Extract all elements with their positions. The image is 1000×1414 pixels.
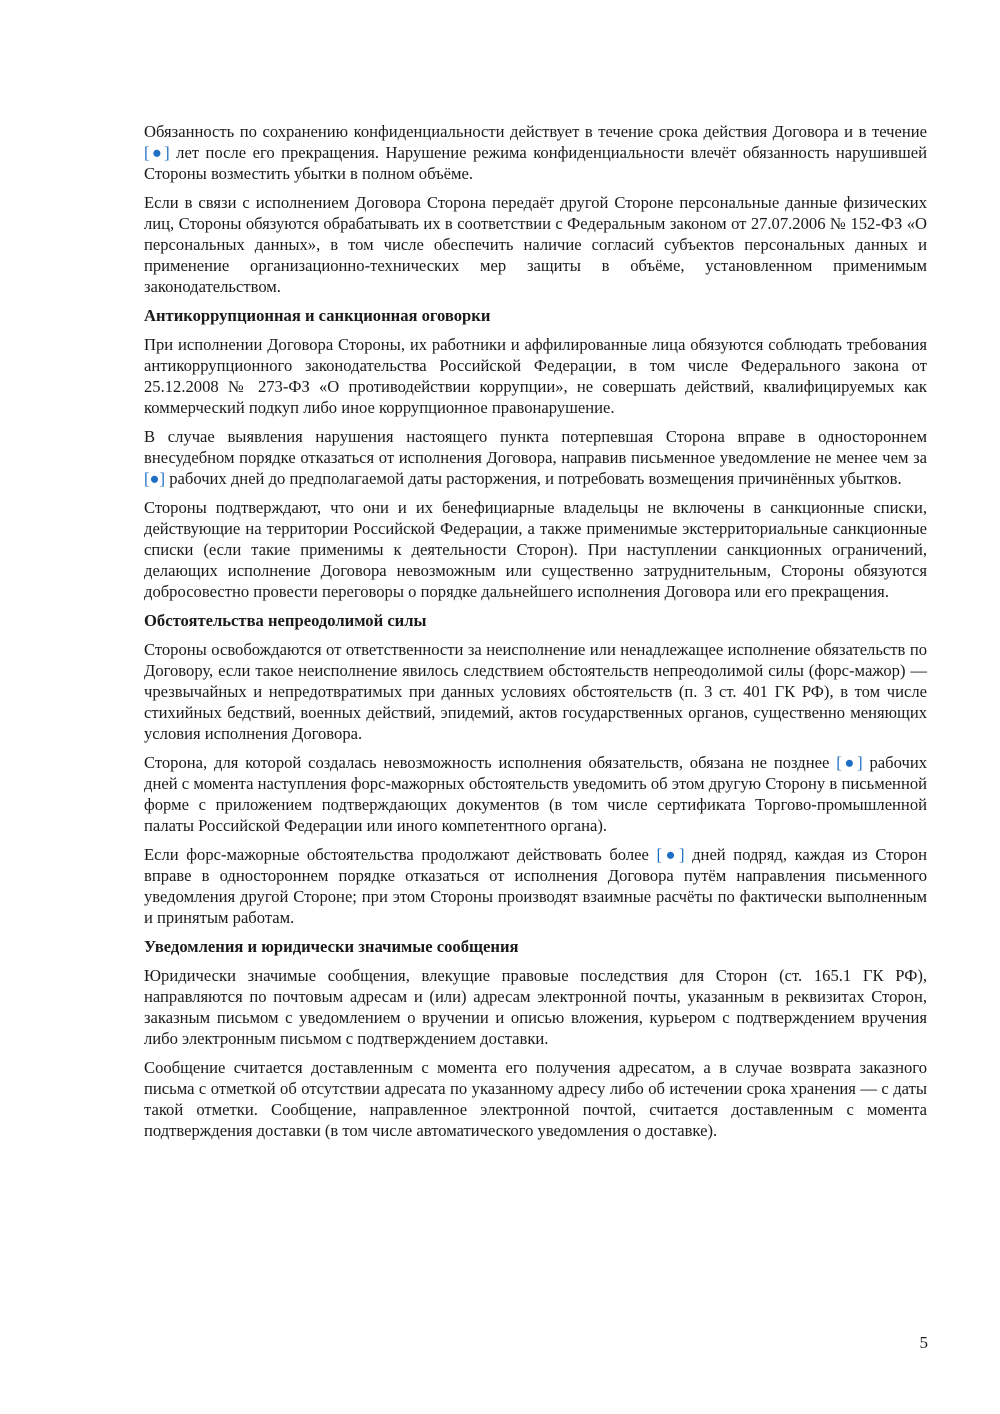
placeholder-marker[interactable]: [●]: [144, 469, 166, 488]
page-number: 5: [919, 1333, 928, 1352]
heading-anticorruption: Антикоррупционная и санкционная оговорки: [144, 306, 491, 325]
paragraph-personal-data: Если в связи с исполнением Договора Сторона передаёт другой Стороне персональные данные физических лиц, Стороны обязуются обрабатывать их в соответствии с Федеральным законом от 27.07.2006 № 152-ФЗ «О персональных данных», в том числе обеспечить наличие согласий субъектов персональных данных и применение организационно-технических мер защиты в объёме, установленном применимым законодательством.: [144, 193, 927, 296]
paragraph-sanctions: Стороны подтверждают, что они и их бенефициарные владельцы не включены в санкционные списки, действующие на территории Российской Федерации, а также применимые экстерриториальные санкционные списки (если такие применимы к деятельности Сторон). При наступлении санкционных ограничений, делающих исполнение Договора невозможным или существенно затруднительным, Стороны обязуются добросовестно провести переговоры о порядке дальнейшего исполнения Договора или его прекращения.: [144, 498, 927, 601]
paragraph-anticorruption-termination: В случае выявления нарушения настоящего пункта потерпевшая Сторона вправе в одностороннем внесудебном порядке отказаться от исполнения Договора, направив письменное уведомление не менее чем за [●] рабочих дней до предполагаемой даты расторжения, и потребовать возмещения причинённых убытков.: [144, 427, 927, 488]
paragraph-notices-received: Сообщение считается доставленным с момента его получения адресатом, а в случае возврата заказного письма с отметкой об отсутствии адресата по указанному адресу либо об истечении срока хранения — с даты такой отметки. Сообщение, направленное электронной почтой, считается доставленным с момента подтверждения доставки (в том числе автоматического уведомления о доставке).: [144, 1058, 927, 1140]
paragraph-anticorruption-obligations: При исполнении Договора Стороны, их работники и аффилированные лица обязуются соблюдать требования антикоррупционного законодательства Российской Федерации, в том числе Федерального закона от 25.12.2008 № 273-ФЗ «О противодействии коррупции», не совершать действий, квалифицируемых как коммерческий подкуп либо иное коррупционное правонарушение.: [144, 335, 927, 417]
paragraph-force-majeure-release: Стороны освобождаются от ответственности за неисполнение или ненадлежащее исполнение обязательств по Договору, если такое неисполнение явилось следствием обстоятельств непреодолимой силы (форс-мажор) — чрезвычайных и непредотвратимых при данных условиях обстоятельств (п. 3 ст. 401 ГК РФ), в том числе стихийных бедствий, военных действий, эпидемий, актов государственных органов, существенно меняющих условия исполнения Договора.: [144, 640, 927, 743]
document-body: [144, 121, 927, 1149]
placeholder-marker[interactable]: [●]: [656, 845, 685, 864]
heading-notices: Уведомления и юридически значимые сообщения: [144, 937, 519, 956]
heading-force-majeure: Обстоятельства непреодолимой силы: [144, 611, 427, 630]
paragraph-confidentiality-term: Обязанность по сохранению конфиденциальности действует в течение срока действия Договора и в течение [●] лет после его прекращения. Нарушение режима конфиденциальности влечёт обязанность нарушившей Стороны возместить убытки в полном объёме.: [144, 122, 927, 183]
placeholder-marker[interactable]: [●]: [144, 143, 170, 162]
paragraph-notices-delivery: Юридически значимые сообщения, влекущие правовые последствия для Сторон (ст. 165.1 ГК РФ), направляются по почтовым адресам и (или) адресам электронной почты, указанным в реквизитах Сторон, заказным письмом с уведомлением о вручении и описью вложения, курьером с подтверждением вручения либо электронным письмом с подтверждением доставки.: [144, 966, 927, 1048]
paragraph-force-majeure-termination: Если форс-мажорные обстоятельства продолжают действовать более [●] дней подряд, каждая из Сторон вправе в одностороннем порядке отказаться от исполнения Договора путём направления письменного уведомления другой Стороне; при этом Стороны производят взаимные расчёты по фактически выполненным и принятым работам.: [144, 845, 927, 927]
placeholder-marker[interactable]: [●]: [836, 753, 863, 772]
paragraph-force-majeure-notice: Сторона, для которой создалась невозможность исполнения обязательств, обязана не позднее [●] рабочих дней с момента наступления форс-мажорных обстоятельств уведомить об этом другую Сторону в письменной форме с приложением подтверждающих документов (в том числе сертификата Торгово-промышленной палаты Российской Федерации или иного компетентного органа).: [144, 753, 927, 835]
